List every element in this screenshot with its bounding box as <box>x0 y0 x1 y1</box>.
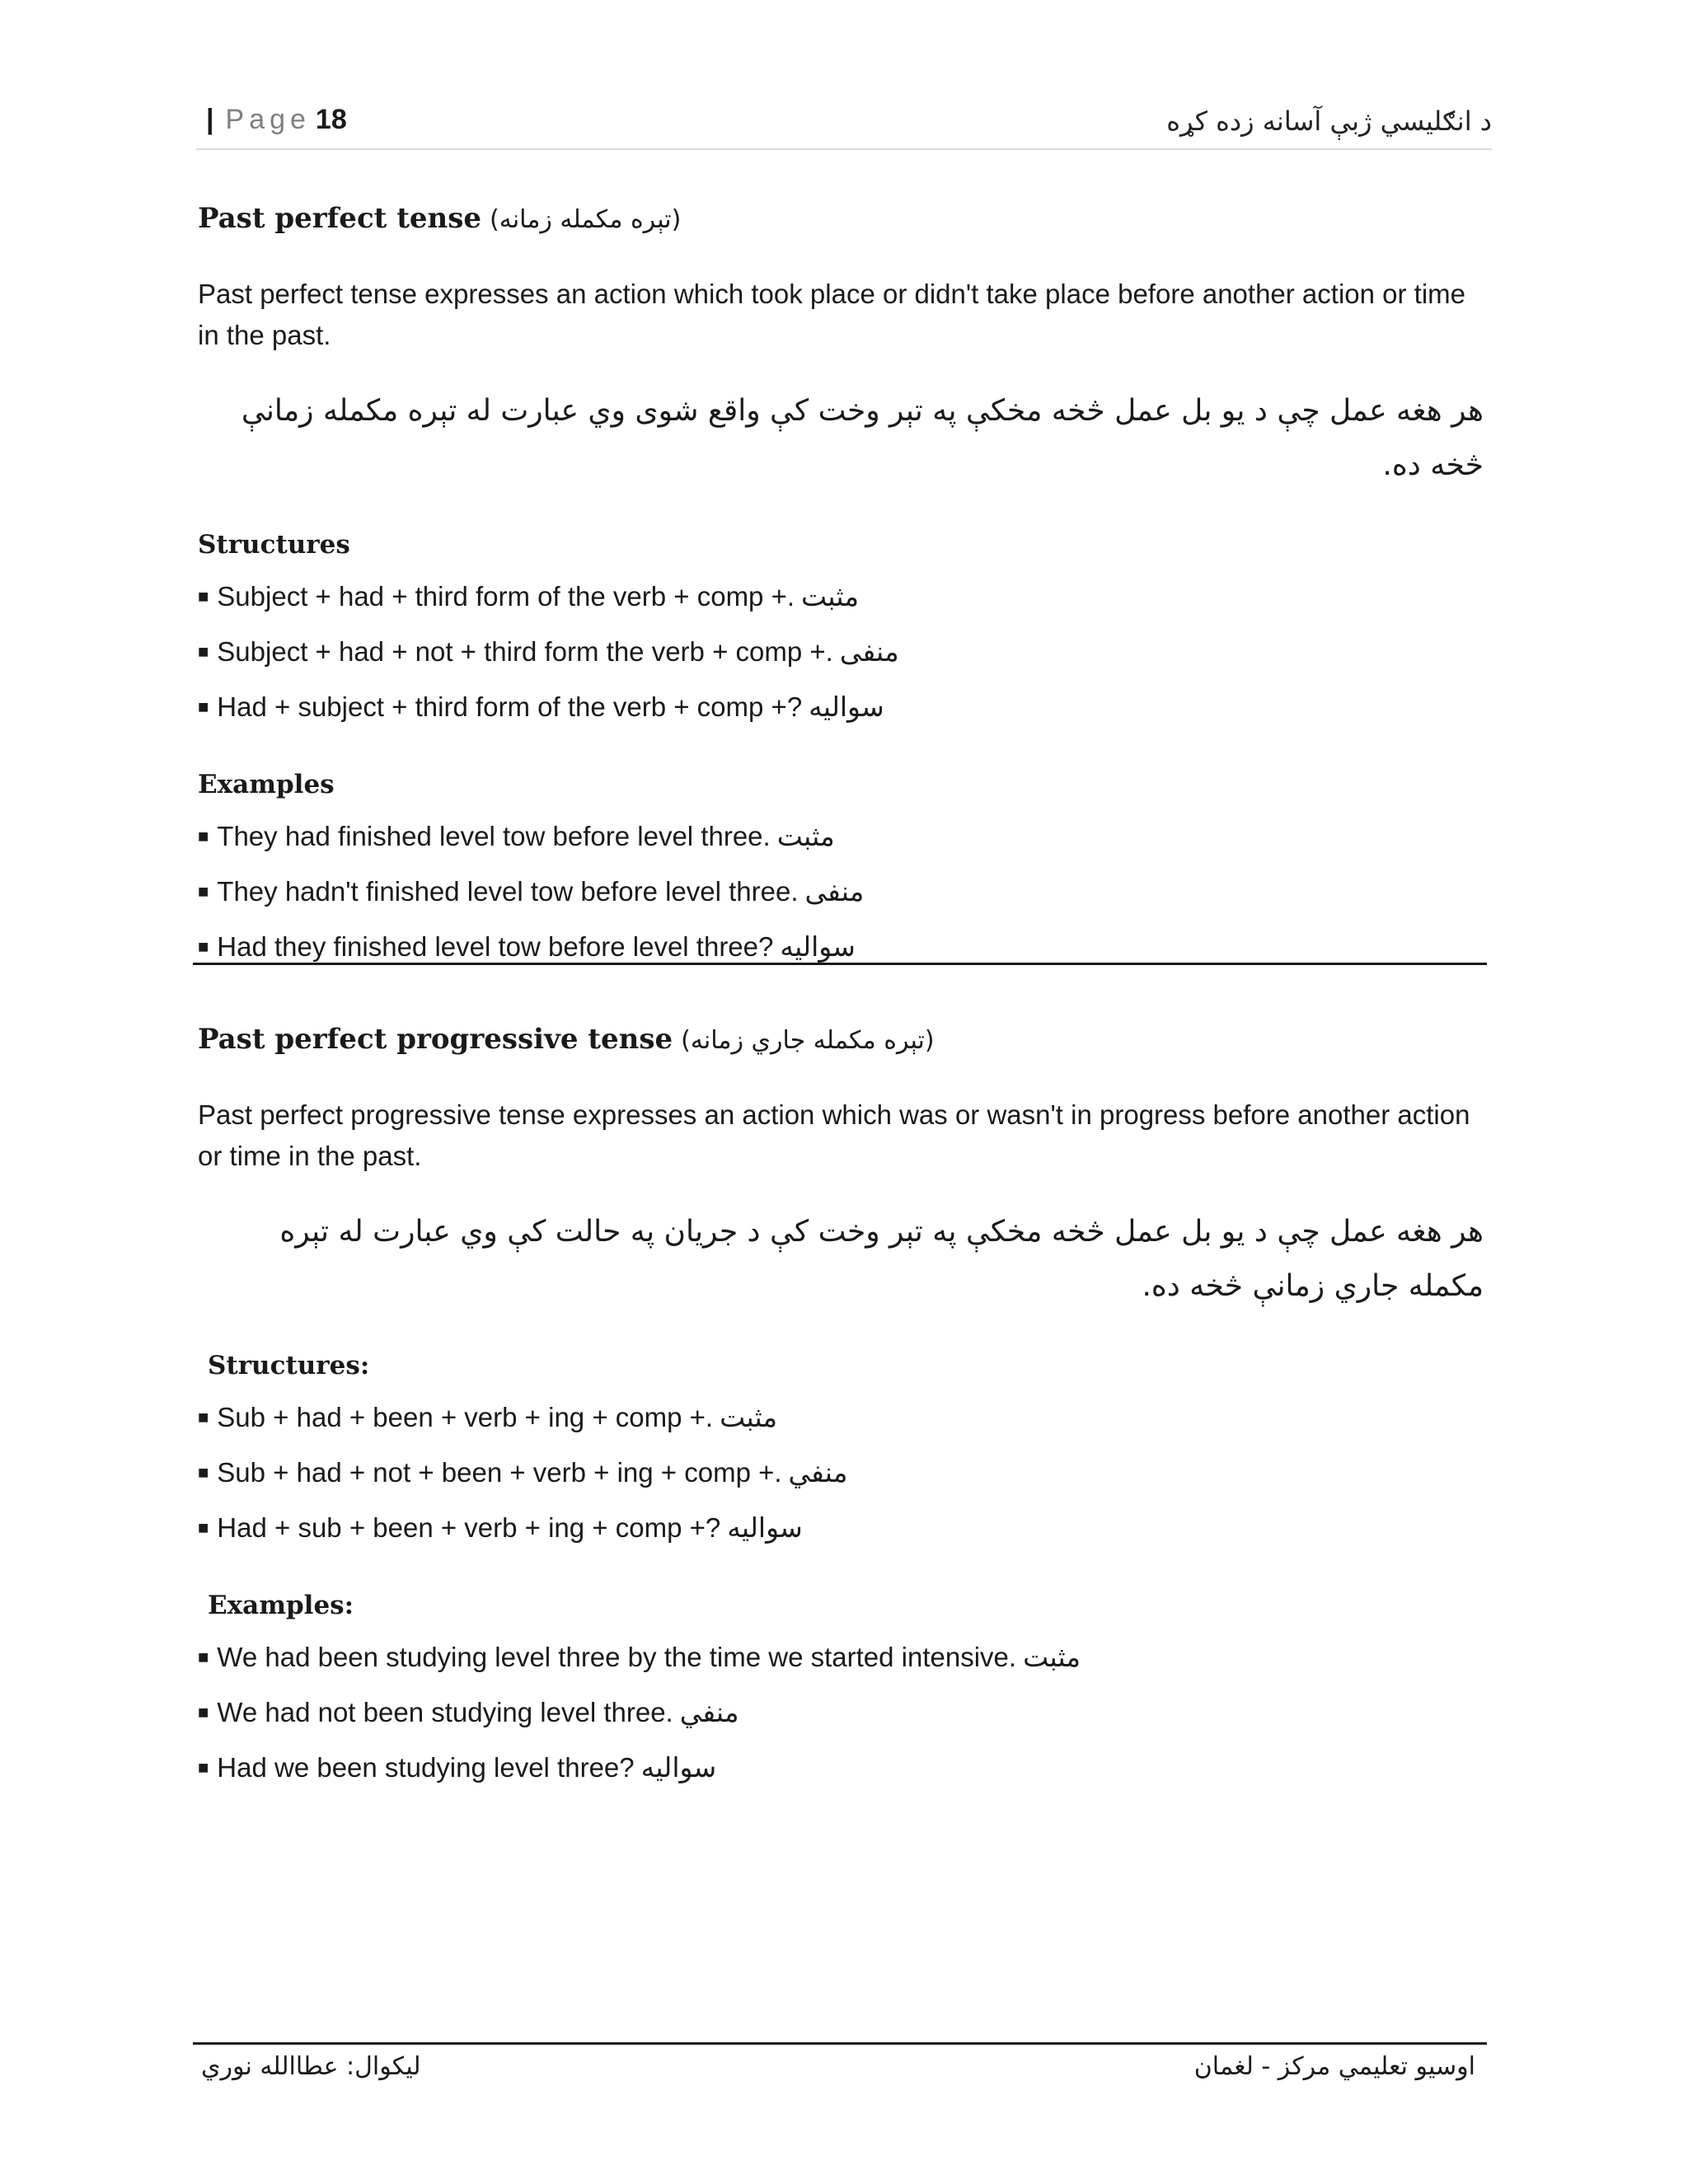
examples-heading: Examples <box>198 770 335 799</box>
structure-text: Sub + had + not + been + verb + ing + comp +. <box>217 1457 782 1488</box>
structure-tag: مثبت <box>801 580 860 612</box>
section-past-perfect-progressive <box>198 1019 1485 1795</box>
list-item <box>198 1740 1485 1795</box>
list-item <box>198 864 1485 919</box>
structure-tag: سواليه <box>809 691 884 723</box>
page-header <box>196 97 1492 150</box>
section-heading <box>198 1019 1485 1062</box>
square-bullet-icon: ■ <box>198 1517 209 1538</box>
list-item <box>198 1445 1485 1500</box>
example-tag: سواليه <box>780 930 856 963</box>
section-title: Past perfect tense <box>198 202 482 235</box>
square-bullet-icon: ■ <box>198 586 209 607</box>
page-number-label <box>206 104 347 136</box>
square-bullet-icon: ■ <box>198 1462 209 1483</box>
examples-list <box>198 1629 1485 1795</box>
example-text: We had been studying level three by the time we started intensive. <box>217 1642 1017 1672</box>
square-bullet-icon: ■ <box>198 641 209 662</box>
section-title-pashto: (تېره مکمله جاري زمانه) <box>681 1026 935 1055</box>
list-item <box>198 569 1485 624</box>
footer-divider <box>193 2042 1487 2045</box>
structure-text: Subject + had + third form of the verb + comp +. <box>217 581 795 612</box>
structure-tag: مثبت <box>720 1401 778 1433</box>
definition-pashto: هر هغه عمل چې د يو بل عمل څخه مخکې په تېر وخت کې واقع شوی وي عبارت له تېره مکمله زمانې څخه ده. <box>241 394 1484 482</box>
page-number: 18 <box>315 104 347 135</box>
example-tag: مثبت <box>1023 1641 1081 1673</box>
footer-institute: اوسيو تعليمي مرکز - لغمان <box>1193 2052 1475 2081</box>
section-heading <box>198 198 1485 241</box>
section-past-perfect <box>198 198 1485 974</box>
structure-text: Sub + had + been + verb + ing + comp +. <box>217 1402 714 1432</box>
square-bullet-icon: ■ <box>198 881 209 902</box>
square-bullet-icon: ■ <box>198 1647 209 1667</box>
page-label-word: Page <box>225 104 311 135</box>
example-text: They hadn't finished level tow before level three. <box>217 876 799 907</box>
example-text: They had finished level tow before level three. <box>217 821 771 851</box>
list-item <box>198 919 1485 974</box>
example-text: Had they finished level tow before level three? <box>217 931 774 962</box>
square-bullet-icon: ■ <box>198 1757 209 1778</box>
structure-tag: منفی <box>839 635 899 668</box>
example-text: We had not been studying level three. <box>217 1697 673 1727</box>
definition-english: Past perfect progressive tense expresses an action which was or wasn't in progress before another action or time in the past. <box>198 1099 1470 1171</box>
section-divider <box>193 963 1487 965</box>
list-item <box>198 1390 1485 1445</box>
structures-list <box>198 569 1485 734</box>
page-label-bar: | <box>206 104 214 135</box>
square-bullet-icon: ■ <box>198 936 209 957</box>
structure-tag: سواليه <box>727 1511 803 1544</box>
structure-text: Subject + had + not + third form the verb + comp +. <box>217 636 833 667</box>
square-bullet-icon: ■ <box>198 826 209 846</box>
example-tag: سواليه <box>640 1751 717 1783</box>
example-tag: منفی <box>804 875 865 907</box>
book-title: د انګلیسي ژبې آسانه زده کړه <box>1166 105 1492 137</box>
list-item <box>198 624 1485 679</box>
square-bullet-icon: ■ <box>198 1702 209 1722</box>
example-tag: مثبت <box>776 820 835 852</box>
list-item <box>198 808 1485 864</box>
square-bullet-icon: ■ <box>198 696 209 717</box>
structures-heading: Structures: <box>208 1351 370 1380</box>
footer-author: ليکوال: عطاالله نوري <box>201 2052 421 2081</box>
structure-text: Had + sub + been + verb + ing + comp +? <box>217 1512 721 1543</box>
list-item <box>198 1685 1485 1740</box>
examples-heading: Examples: <box>208 1591 354 1620</box>
definition-pashto: هر هغه عمل چې د يو بل عمل څخه مخکې په تېر وخت کې د جريان په حالت کې وي عبارت له تېره مکمله جاري زمانې څخه ده. <box>279 1215 1484 1303</box>
structure-tag: منفي <box>788 1456 848 1488</box>
section-title: Past perfect progressive tense <box>198 1023 673 1056</box>
square-bullet-icon: ■ <box>198 1407 209 1427</box>
structures-list <box>198 1390 1485 1555</box>
example-text: Had we been studying level three? <box>217 1752 635 1783</box>
examples-list <box>198 808 1485 974</box>
list-item <box>198 1629 1485 1685</box>
list-item <box>198 1500 1485 1555</box>
definition-english: Past perfect tense expresses an action which took place or didn't take place before another action or time in the past. <box>198 279 1466 350</box>
section-title-pashto: (تېره مکمله زمانه) <box>490 205 682 234</box>
list-item <box>198 679 1485 734</box>
structures-heading: Structures <box>198 530 350 560</box>
structure-text: Had + subject + third form of the verb + comp +? <box>217 691 803 722</box>
example-tag: منفي <box>679 1696 739 1728</box>
